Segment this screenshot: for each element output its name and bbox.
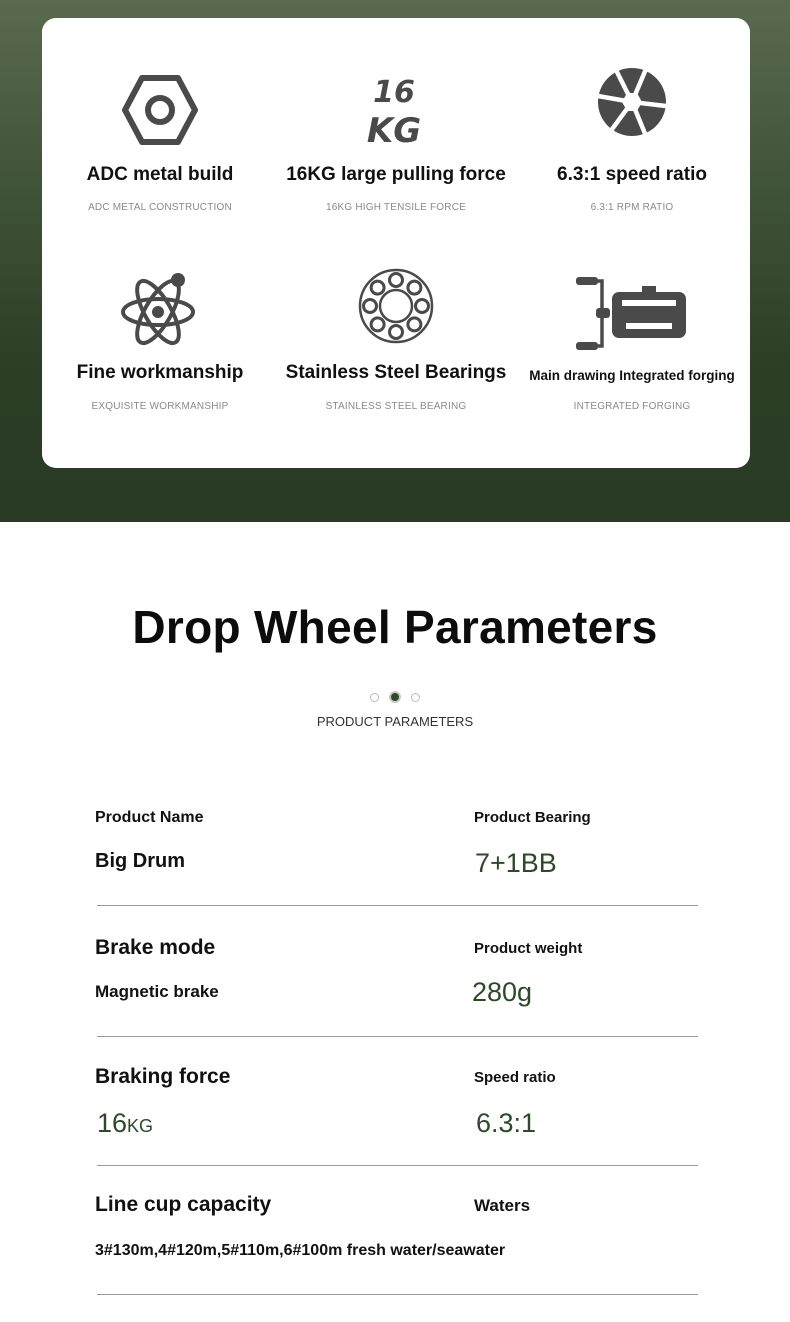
brake-mode-value: Magnetic brake: [95, 982, 219, 1001]
pagination-dot: [411, 693, 420, 702]
pagination-dot: [370, 693, 379, 702]
icon-text-kg: KG: [366, 111, 422, 148]
pagination-dot-active: [389, 691, 401, 703]
atom-icon: [42, 272, 278, 348]
feature-subtitle: 6.3:1 RPM RATIO: [590, 202, 674, 213]
speed-ratio-value: 6.3:1: [476, 1108, 537, 1138]
divider: [97, 905, 698, 906]
waters-label: Waters: [474, 1196, 531, 1215]
braking-force-unit: KG: [127, 1116, 154, 1136]
hexagon-nut-icon: [42, 74, 278, 146]
aperture-icon: [514, 66, 750, 138]
feature-title: 6.3:1 speed ratio: [557, 164, 707, 185]
product-name-value: Big Drum: [95, 850, 185, 872]
line-cup-capacity-label: Line cup capacity: [95, 1193, 272, 1216]
forging-icon: [514, 274, 750, 354]
feature-subtitle: INTEGRATED FORGING: [573, 401, 691, 412]
icon-text-16: 16: [373, 75, 415, 110]
divider: [97, 1036, 698, 1037]
speed-ratio-label: Speed ratio: [474, 1069, 556, 1086]
feature-title: 16KG large pulling force: [286, 164, 506, 185]
hero-banner: [0, 0, 790, 522]
feature-title: Fine workmanship: [76, 362, 244, 383]
braking-force-number: 16: [97, 1108, 128, 1138]
feature-subtitle: 16KG HIGH TENSILE FORCE: [325, 202, 466, 213]
product-weight-value: 280g: [472, 977, 533, 1007]
ball-bearing-icon: [278, 268, 514, 344]
feature-title: ADC metal build: [86, 164, 234, 185]
product-weight-label: Product weight: [474, 940, 583, 957]
divider: [97, 1165, 698, 1166]
divider: [97, 1294, 698, 1295]
feature-subtitle: STAINLESS STEEL BEARING: [325, 401, 467, 412]
feature-subtitle: EXQUISITE WORKMANSHIP: [91, 401, 229, 412]
feature-subtitle: ADC METAL CONSTRUCTION: [88, 202, 232, 213]
braking-force-label: Braking force: [95, 1065, 231, 1088]
feature-title: Main drawing Integrated forging: [529, 368, 735, 383]
brake-mode-label: Brake mode: [95, 936, 216, 959]
feature-title: Stainless Steel Bearings: [285, 362, 507, 383]
pagination-dots: [0, 691, 790, 703]
features-card: [42, 18, 750, 468]
product-bearing-label: Product Bearing: [474, 809, 591, 826]
product-bearing-value: 7+1BB: [475, 848, 557, 878]
section-title: Drop Wheel Parameters: [132, 601, 658, 653]
product-name-label: Product Name: [95, 809, 204, 826]
section-subtitle: PRODUCT PARAMETERS: [316, 714, 474, 729]
line-cup-capacity-value: 3#130m,4#120m,5#110m,6#100m fresh water/seawater: [95, 1242, 506, 1259]
braking-force-value: [97, 1108, 153, 1139]
16kg-text-icon: [278, 72, 514, 148]
